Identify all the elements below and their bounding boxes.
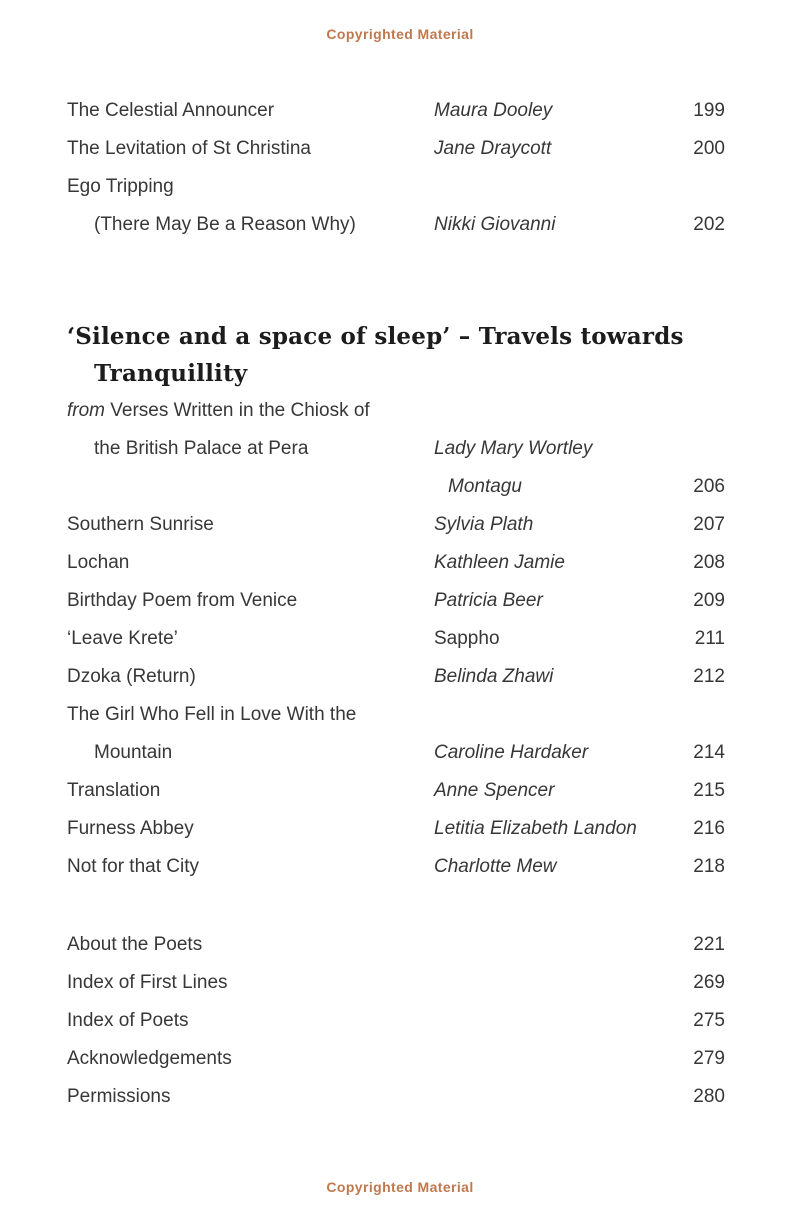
toc-entry-title: [67, 506, 434, 544]
toc-entry-author: Anne Spencer: [434, 780, 555, 801]
toc-entry-title-text: Ego Tripping: [67, 176, 174, 197]
toc-row: [67, 168, 725, 206]
toc-section-travels: [67, 392, 725, 886]
toc-entry-page: 216: [693, 818, 725, 839]
toc-row: [67, 544, 725, 582]
toc-row: [67, 130, 725, 168]
toc-entry-title-prefix: from: [67, 400, 105, 421]
toc-entry-title: [67, 620, 434, 658]
toc-row: [67, 772, 725, 810]
toc-entry-title: [67, 964, 434, 1002]
toc-entry-title: [67, 848, 434, 886]
toc-entry-title-text: Not for that City: [67, 856, 199, 877]
section-heading-line2: Tranquillity: [94, 360, 248, 387]
section-heading-line1: ‘Silence and a space of sleep’ – Travels towards: [67, 323, 684, 350]
toc-row: [67, 92, 725, 130]
toc-entry-title: [67, 926, 434, 964]
toc-entry-author: Nikki Giovanni: [434, 214, 556, 235]
toc-entry-title: [67, 1078, 434, 1116]
toc-entry-title-text: The Girl Who Fell in Love With the: [67, 704, 357, 725]
toc-entry-author: Belinda Zhawi: [434, 666, 554, 687]
toc-entry-page: 212: [693, 666, 725, 687]
toc-row: [67, 392, 725, 430]
toc-entry-author: Letitia Elizabeth Landon: [434, 818, 637, 839]
toc-entry-title-text: Permissions: [67, 1086, 171, 1107]
toc-entry-title: [67, 658, 434, 696]
toc-entry-title-text: Dzoka (Return): [67, 666, 196, 687]
toc-entry-page: 215: [693, 780, 725, 801]
toc-entry-title: [67, 430, 434, 468]
toc-back-matter: [67, 926, 725, 1116]
toc-row: [67, 1002, 725, 1040]
toc-row: [67, 506, 725, 544]
toc-row: [67, 848, 725, 886]
toc-entry-title-text: Verses Written in the Chiosk of: [105, 400, 370, 421]
toc-entry-title: [67, 810, 434, 848]
toc-entry-page: 218: [693, 856, 725, 877]
toc-section-previous: [67, 92, 725, 244]
toc-entry-page: 214: [693, 742, 725, 763]
toc-entry-title: [67, 92, 434, 130]
toc-entry-title-text: Translation: [67, 780, 161, 801]
toc-row: [67, 468, 725, 506]
toc-entry-author: Sappho: [434, 628, 500, 649]
toc-entry-title-text: The Levitation of St Christina: [67, 138, 311, 159]
copyright-notice-bottom: Copyrighted Material: [326, 1179, 474, 1195]
toc-entry-title-text: Birthday Poem from Venice: [67, 590, 298, 611]
toc-entry-title: [67, 734, 434, 772]
toc-entry-title-text: Lochan: [67, 552, 130, 573]
toc-entry-title: [67, 130, 434, 168]
toc-entry-title-text: About the Poets: [67, 934, 203, 955]
toc-entry-title-text: Mountain: [94, 742, 173, 763]
toc-entry-page: 279: [693, 1048, 725, 1069]
toc-entry-title: [67, 582, 434, 620]
toc-entry-title: [67, 696, 434, 734]
copyright-notice-top: Copyrighted Material: [326, 26, 474, 42]
toc-row: [67, 926, 725, 964]
toc-entry-author: Charlotte Mew: [434, 856, 557, 877]
toc-entry-title-text: ‘Leave Krete’: [67, 628, 178, 649]
toc-entry-page: 269: [693, 972, 725, 993]
toc-entry-title-text: Furness Abbey: [67, 818, 194, 839]
toc-entry-author: Kathleen Jamie: [434, 552, 565, 573]
toc-entry-author: Lady Mary Wortley: [434, 438, 593, 459]
toc-row: [67, 430, 725, 468]
toc-entry-author: Caroline Hardaker: [434, 742, 589, 763]
table-of-contents: [67, 92, 725, 1116]
toc-entry-page: 200: [693, 138, 725, 159]
toc-row: [67, 964, 725, 1002]
toc-row: [67, 206, 725, 244]
toc-entry-title: [67, 1040, 434, 1078]
toc-entry-title: [67, 1002, 434, 1040]
toc-entry-title-text: Acknowledgements: [67, 1048, 232, 1069]
toc-entry-title: [67, 168, 434, 206]
section-heading: [67, 318, 725, 392]
toc-row: [67, 1078, 725, 1116]
toc-entry-title: [67, 206, 434, 244]
toc-entry-page: 275: [693, 1010, 725, 1031]
toc-entry-author: Montagu: [448, 476, 522, 497]
toc-row: [67, 620, 725, 658]
toc-entry-page: 211: [694, 628, 725, 649]
toc-row: [67, 734, 725, 772]
toc-entry-title-text: Index of First Lines: [67, 972, 228, 993]
toc-entry-title-text: (There May Be a Reason Why): [94, 214, 356, 235]
toc-row: [67, 810, 725, 848]
toc-row: [67, 1040, 725, 1078]
toc-entry-page: 202: [693, 214, 725, 235]
toc-entry-title-text: The Celestial Announcer: [67, 100, 275, 121]
toc-entry-page: 207: [693, 514, 725, 535]
toc-entry-title: [67, 772, 434, 810]
toc-row: [67, 582, 725, 620]
toc-entry-title-text: the British Palace at Pera: [94, 438, 309, 459]
toc-entry-author: Maura Dooley: [434, 100, 553, 121]
toc-entry-title: [67, 392, 434, 430]
toc-entry-author: Patricia Beer: [434, 590, 543, 611]
toc-entry-page: 221: [693, 934, 725, 955]
toc-entry-title-text: Index of Poets: [67, 1010, 189, 1031]
toc-row: [67, 696, 725, 734]
toc-entry-page: 209: [693, 590, 725, 611]
toc-entry-title: [67, 544, 434, 582]
toc-entry-page: 280: [693, 1086, 725, 1107]
toc-entry-title-text: Southern Sunrise: [67, 514, 214, 535]
toc-entry-author: Sylvia Plath: [434, 514, 534, 535]
toc-entry-page: 199: [693, 100, 725, 121]
toc-entry-author: Jane Draycott: [434, 138, 552, 159]
toc-entry-page: 206: [693, 476, 725, 497]
toc-row: [67, 658, 725, 696]
toc-entry-page: 208: [693, 552, 725, 573]
